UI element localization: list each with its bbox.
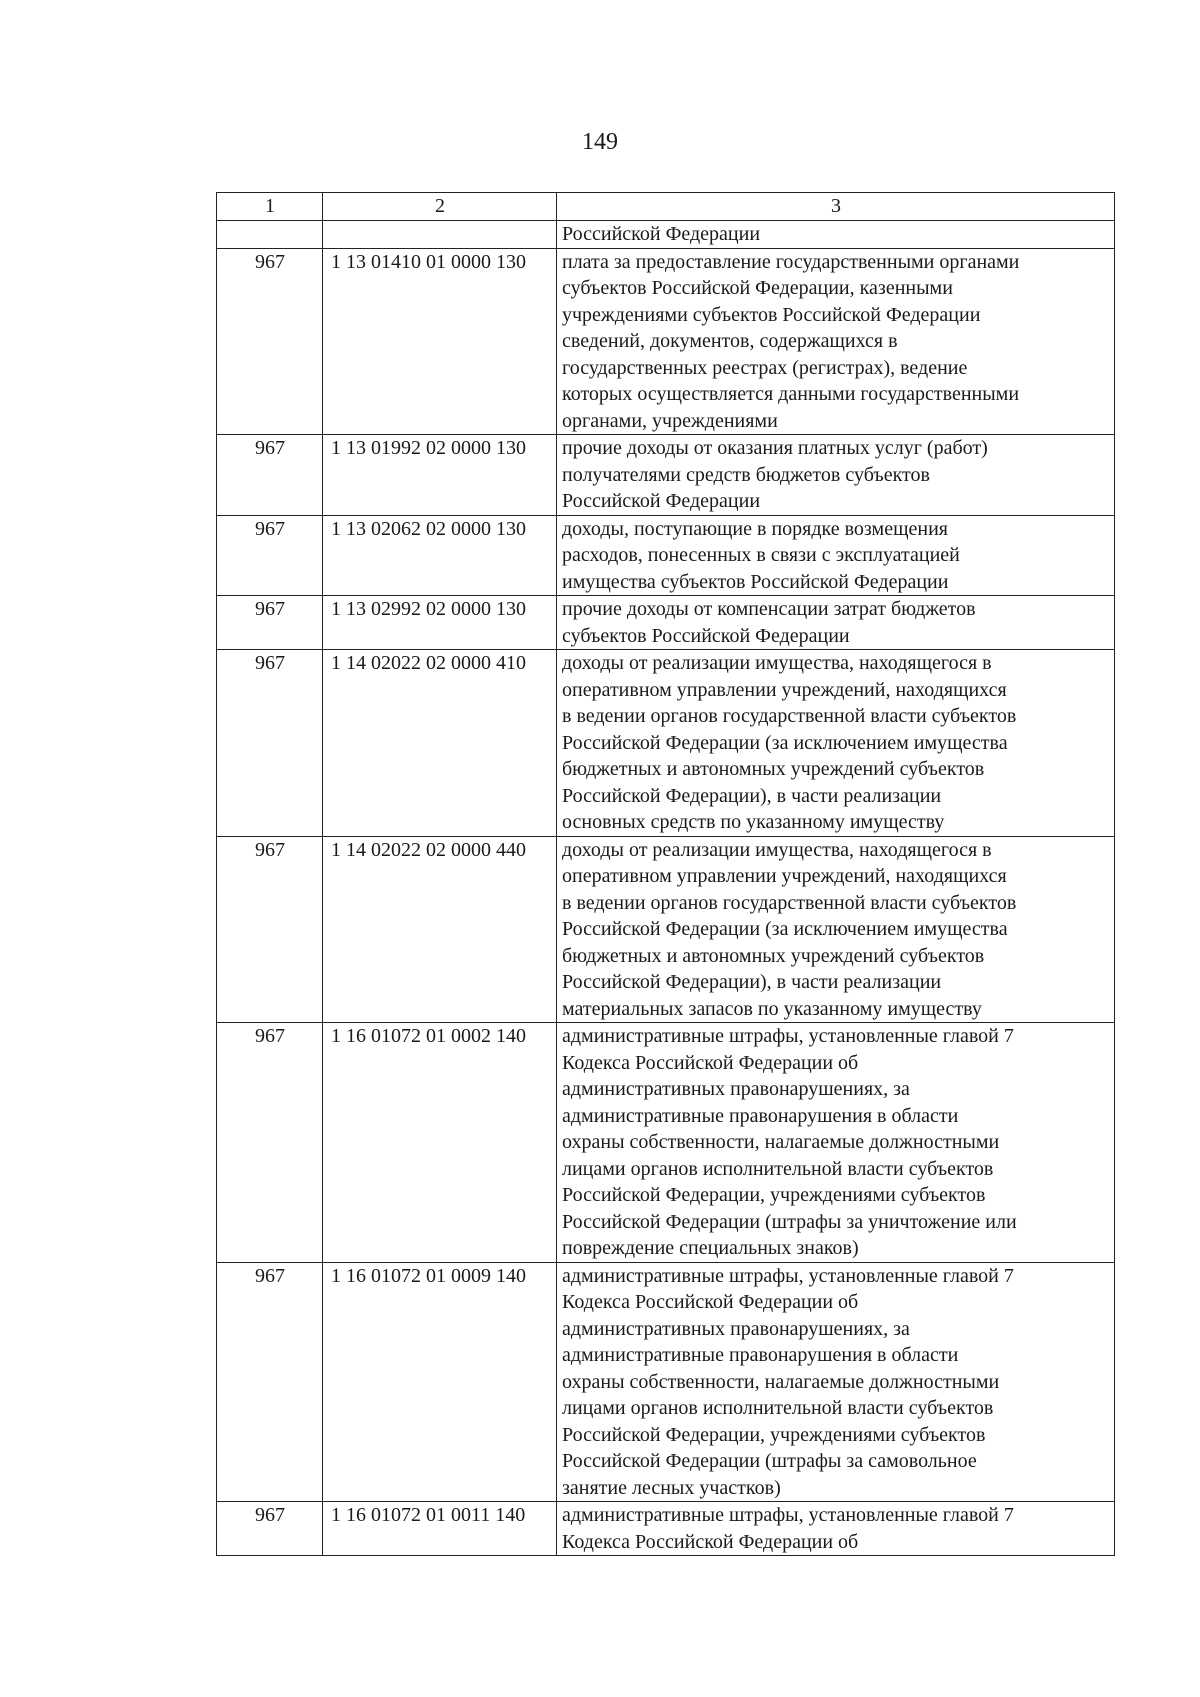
revenue-description-cell xyxy=(557,1262,1115,1502)
description-line: прочие доходы от оказания платных услуг (работ) xyxy=(562,437,988,459)
description-line: учреждениями субъектов Российской Федерации xyxy=(562,303,981,326)
table-row xyxy=(217,650,1115,837)
revenue-description-cell xyxy=(557,221,1115,249)
description-line: субъектов Российской Федерации, казенными xyxy=(562,277,953,299)
description-line: Российской Федерации (штрафы за самовольное xyxy=(562,1450,977,1472)
description-line: Российской Федерации), в части реализации xyxy=(562,971,942,993)
description-line: субъектов Российской Федерации xyxy=(562,624,850,647)
description-line: основных средств по указанному имуществу xyxy=(562,811,945,833)
table-row xyxy=(217,1023,1115,1263)
revenue-description-cell xyxy=(557,515,1115,596)
description-line: административные правонарушения в области xyxy=(562,1104,959,1127)
header-col-2: 2 xyxy=(323,193,557,221)
admin-code-cell: 967 xyxy=(217,515,323,596)
description-line: материальных запасов по указанному имуществу xyxy=(562,997,982,1020)
description-line: административных правонарушениях, за xyxy=(562,1317,910,1340)
description-line: бюджетных и автономных учреждений субъектов xyxy=(562,758,985,780)
description-line: имущества субъектов Российской Федерации xyxy=(562,570,949,593)
description-line: доходы от реализации имущества, находящегося в xyxy=(562,652,992,674)
description-line: административные штрафы, установленные главой 7 xyxy=(562,1264,1014,1287)
description-line: административных правонарушениях, за xyxy=(562,1078,910,1100)
table-row xyxy=(217,596,1115,650)
budget-classification-code-cell: 1 14 02022 02 0000 440 xyxy=(323,836,557,1023)
header-col-1: 1 xyxy=(217,193,323,221)
description-line: охраны собственности, налагаемые должностными xyxy=(562,1131,1000,1153)
description-line: государственных реестрах (регистрах), ведение xyxy=(562,356,968,379)
description-line: бюджетных и автономных учреждений субъектов xyxy=(562,944,985,967)
description-line: Российской Федерации xyxy=(562,490,761,512)
description-line: оперативном управлении учреждений, находящихся xyxy=(562,678,1007,701)
admin-code-cell: 967 xyxy=(217,836,323,1023)
description-line: Кодекса Российской Федерации об xyxy=(562,1291,859,1313)
budget-classification-code-cell: 1 16 01072 01 0011 140 xyxy=(323,1502,557,1556)
table-row xyxy=(217,248,1115,435)
admin-code-cell: 967 xyxy=(217,1502,323,1556)
description-line: Российской Федерации (за исключением имущества xyxy=(562,918,1008,940)
admin-code-cell: 967 xyxy=(217,650,323,837)
description-line: Российской Федерации, учреждениями субъектов xyxy=(562,1184,986,1206)
table-header-row xyxy=(217,193,1115,221)
description-line: Российской Федерации (за исключением имущества xyxy=(562,731,1008,754)
description-line: Российской Федерации, учреждениями субъектов xyxy=(562,1423,986,1446)
revenue-description-cell xyxy=(557,435,1115,516)
description-line: Российской Федерации), в части реализации xyxy=(562,784,942,807)
revenue-description-cell xyxy=(557,1023,1115,1263)
revenue-description-cell xyxy=(557,248,1115,435)
description-line: прочие доходы от компенсации затрат бюджетов xyxy=(562,598,976,620)
admin-code-cell: 967 xyxy=(217,1262,323,1502)
revenue-description-cell xyxy=(557,596,1115,650)
description-line: сведений, документов, содержащихся в xyxy=(562,330,898,352)
table-row xyxy=(217,1262,1115,1502)
description-line: Кодекса Российской Федерации об xyxy=(562,1051,859,1074)
description-line: лицами органов исполнительной власти субъектов xyxy=(562,1157,994,1180)
table-row xyxy=(217,221,1115,249)
table-row xyxy=(217,515,1115,596)
admin-code-cell: 967 xyxy=(217,596,323,650)
description-line: которых осуществляется данными государственными xyxy=(562,383,1020,405)
table-row xyxy=(217,836,1115,1023)
description-line: в ведении органов государственной власти субъектов xyxy=(562,891,1017,914)
revenue-codes-table xyxy=(216,192,1115,1556)
table-row xyxy=(217,1502,1115,1556)
description-line: административные штрафы, установленные главой 7 xyxy=(562,1025,1014,1047)
budget-classification-code-cell xyxy=(323,221,557,249)
page-number: 149 xyxy=(582,129,618,155)
description-line: занятие лесных участков) xyxy=(562,1476,781,1499)
description-line: плата за предоставление государственными органами xyxy=(562,250,1020,273)
budget-classification-code-cell: 1 16 01072 01 0009 140 xyxy=(323,1262,557,1502)
description-line: административные правонарушения в области xyxy=(562,1344,959,1366)
description-line: доходы, поступающие в порядке возмещения xyxy=(562,517,948,540)
admin-code-cell xyxy=(217,221,323,249)
description-line: административные штрафы, установленные главой 7 xyxy=(562,1504,1014,1526)
description-line: получателями средств бюджетов субъектов xyxy=(562,463,930,486)
description-line: оперативном управлении учреждений, находящихся xyxy=(562,865,1007,887)
budget-classification-code-cell: 1 13 01992 02 0000 130 xyxy=(323,435,557,516)
admin-code-cell: 967 xyxy=(217,1023,323,1263)
description-line: лицами органов исполнительной власти субъектов xyxy=(562,1397,994,1419)
description-line: охраны собственности, налагаемые должностными xyxy=(562,1370,1000,1393)
description-line: Кодекса Российской Федерации об xyxy=(562,1530,859,1553)
budget-classification-code-cell: 1 14 02022 02 0000 410 xyxy=(323,650,557,837)
revenue-description-cell xyxy=(557,1502,1115,1556)
header-col-3: 3 xyxy=(557,193,1115,221)
admin-code-cell: 967 xyxy=(217,435,323,516)
description-line: доходы от реализации имущества, находящегося в xyxy=(562,838,992,861)
budget-classification-code-cell: 1 13 01410 01 0000 130 xyxy=(323,248,557,435)
description-line: в ведении органов государственной власти субъектов xyxy=(562,705,1017,727)
revenue-description-cell xyxy=(557,650,1115,837)
description-line: органами, учреждениями xyxy=(562,409,778,432)
description-line: Российской Федерации xyxy=(562,223,761,245)
description-line: повреждение специальных знаков) xyxy=(562,1237,859,1259)
admin-code-cell: 967 xyxy=(217,248,323,435)
budget-classification-code-cell: 1 13 02992 02 0000 130 xyxy=(323,596,557,650)
budget-classification-code-cell: 1 16 01072 01 0002 140 xyxy=(323,1023,557,1263)
budget-classification-code-cell: 1 13 02062 02 0000 130 xyxy=(323,515,557,596)
description-line: расходов, понесенных в связи с эксплуатацией xyxy=(562,544,960,566)
revenue-description-cell xyxy=(557,836,1115,1023)
table-row xyxy=(217,435,1115,516)
description-line: Российской Федерации (штрафы за уничтожение или xyxy=(562,1210,1017,1233)
